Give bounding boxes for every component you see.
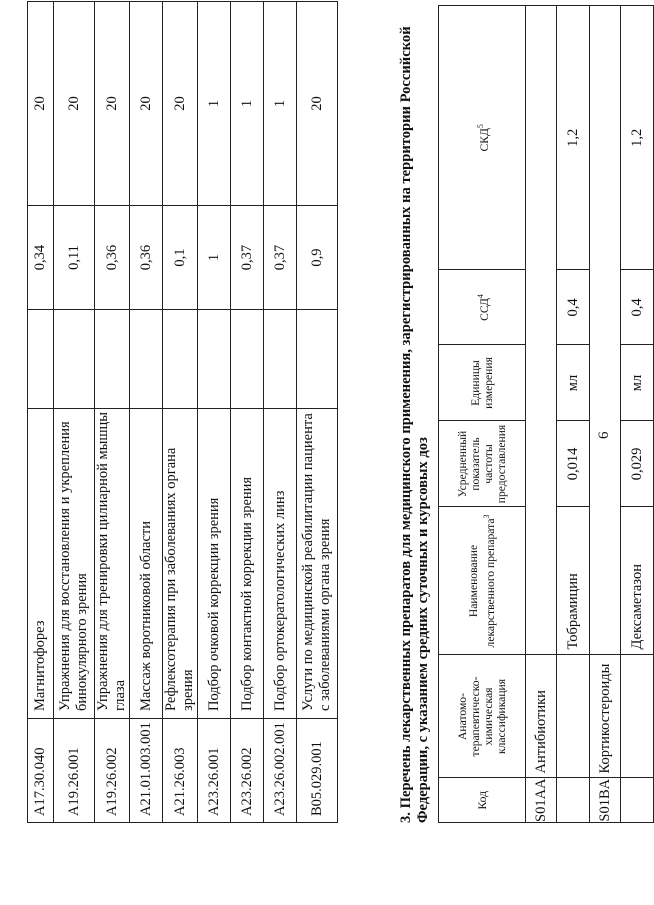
drug-unit: мл	[621, 345, 654, 421]
empty-cell	[526, 6, 557, 655]
header-ssd: ССД$^4$	[439, 270, 526, 345]
empty-cell	[264, 310, 297, 409]
section-heading	[398, 8, 432, 823]
service-count: 20	[95, 2, 130, 206]
service-count: 20	[297, 2, 338, 206]
service-code: A19.26.002	[95, 719, 130, 823]
service-name: Подбор очковой коррекции зрения	[198, 409, 231, 719]
empty-cell	[590, 6, 621, 655]
service-count: 20	[130, 2, 163, 206]
drug-name: Дексаметазон	[621, 507, 654, 655]
page-number: 6	[596, 431, 612, 439]
table-row	[621, 6, 654, 823]
drug-unit: мл	[557, 345, 590, 421]
group-code: S01BA	[590, 778, 621, 823]
service-count: 1	[198, 2, 231, 206]
service-frequency: 0,34	[28, 206, 54, 310]
header-drug-name: Наименование лекарственного препарата$^3$	[439, 507, 526, 655]
empty-cell	[297, 310, 338, 409]
group-code: S01AA	[526, 778, 557, 823]
service-count: 20	[28, 2, 54, 206]
empty-cell	[54, 310, 95, 409]
services-table	[27, 1, 338, 823]
empty-cell	[163, 310, 198, 409]
table-row	[198, 2, 231, 823]
service-code: B05.029.001	[297, 719, 338, 823]
service-frequency: 0,36	[130, 206, 163, 310]
table-row	[28, 2, 54, 823]
service-name: Подбор ортокератологических линз	[264, 409, 297, 719]
empty-cell	[621, 778, 654, 823]
table-row	[557, 6, 590, 823]
empty-cell	[621, 655, 654, 778]
service-frequency: 0,9	[297, 206, 338, 310]
table-row	[54, 2, 95, 823]
service-code: A17.30.040	[28, 719, 54, 823]
drug-ssd: 0,4	[621, 270, 654, 345]
service-frequency: 0,36	[95, 206, 130, 310]
table-row	[163, 2, 198, 823]
header-code: Код	[439, 778, 526, 823]
service-count: 1	[264, 2, 297, 206]
service-name: Массаж воротниковой области	[130, 409, 163, 719]
service-frequency: 0,1	[163, 206, 198, 310]
service-frequency: 1	[198, 206, 231, 310]
drug-ssd: 0,4	[557, 270, 590, 345]
empty-cell	[198, 310, 231, 409]
header-unit: Единицы измерения	[439, 345, 526, 421]
service-count: 1	[231, 2, 264, 206]
service-count: 20	[163, 2, 198, 206]
header-atc: Анатомо-терапевтическо-химическая классификация	[439, 655, 526, 778]
group-row	[526, 6, 557, 823]
drug-name: Тобрамицин	[557, 507, 590, 655]
drug-frequency: 0,014	[557, 421, 590, 507]
header-frequency: Усредненный показатель частоты предоставления	[439, 421, 526, 507]
section-number: 3.	[398, 812, 414, 823]
empty-cell	[557, 778, 590, 823]
drugs-table	[438, 5, 654, 823]
table-row	[231, 2, 264, 823]
empty-cell	[28, 310, 54, 409]
table-row	[130, 2, 163, 823]
drug-skd: 1,2	[621, 6, 654, 270]
table-row	[264, 2, 297, 823]
service-code: A21.26.003	[163, 719, 198, 823]
service-code: A23.26.002.001	[264, 719, 297, 823]
header-skd: СКД$^5$	[439, 6, 526, 270]
service-name: Упражнения для восстановления и укрепления бинокулярного зрения	[54, 409, 95, 719]
service-frequency: 0,11	[54, 206, 95, 310]
service-count: 20	[54, 2, 95, 206]
service-code: A21.01.003.001	[130, 719, 163, 823]
group-row	[590, 6, 621, 823]
group-atc: Антибиотики	[526, 655, 557, 778]
service-name: Подбор контактной коррекции зрения	[231, 409, 264, 719]
group-atc: Кортикостероиды	[590, 655, 621, 778]
service-code: A23.26.001	[198, 719, 231, 823]
empty-cell	[130, 310, 163, 409]
drug-skd: 1,2	[557, 6, 590, 270]
drug-frequency: 0,029	[621, 421, 654, 507]
service-name: Услуги по медицинской реабилитации пациента с заболеваниями органа зрения	[297, 409, 338, 719]
section-title: Перечень лекарственных препаратов для медицинского применения, зарегистрированных на территории Российской Федерации, с указанием средних суточных и курсовых доз	[398, 26, 431, 823]
service-name: Магнитофорез	[28, 409, 54, 719]
service-code: A19.26.001	[54, 719, 95, 823]
service-code: A23.26.002	[231, 719, 264, 823]
table-row	[95, 2, 130, 823]
empty-cell	[95, 310, 130, 409]
service-frequency: 0,37	[264, 206, 297, 310]
service-name: Упражнения для тренировки цилиарной мышцы глаза	[95, 409, 130, 719]
service-name: Рефлексотерапия при заболеваниях органа зрения	[163, 409, 198, 719]
table-header-row	[439, 6, 526, 823]
empty-cell	[557, 655, 590, 778]
table-row	[297, 2, 338, 823]
empty-cell	[231, 310, 264, 409]
service-frequency: 0,37	[231, 206, 264, 310]
